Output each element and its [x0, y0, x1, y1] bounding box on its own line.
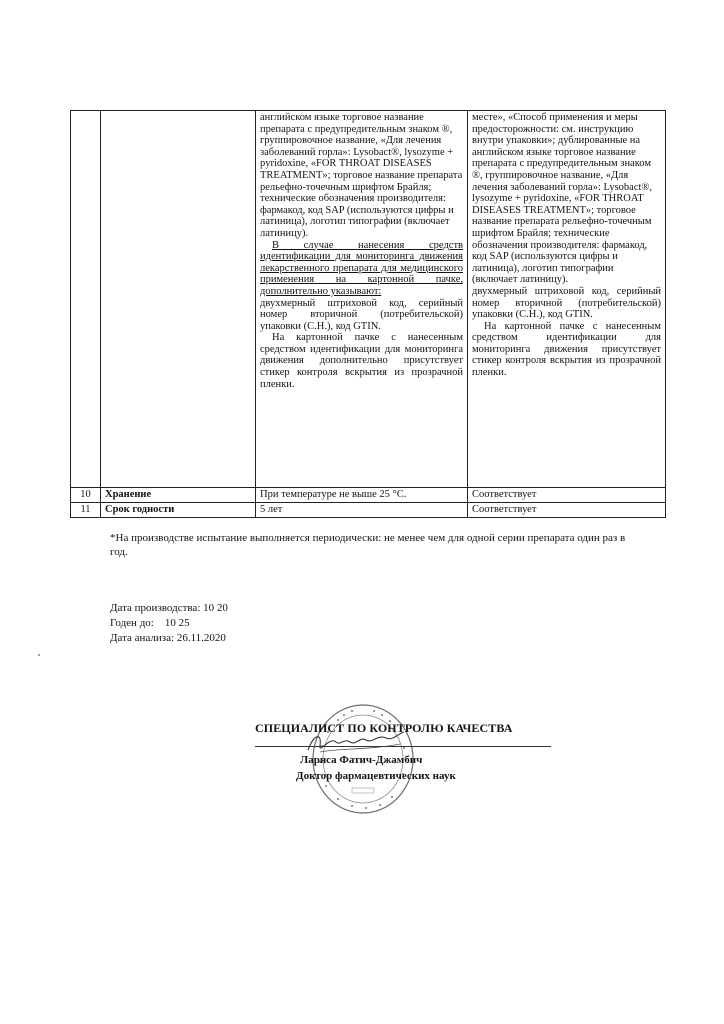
footnote: *На производстве испытание выполняется периодически: не менее чем для одной серии препарата один раз в год. — [110, 532, 626, 558]
requirement-sticker-text: На картонной пачке с нанесенным средством идентификации для мониторинга движения дополнительно присутствует стикер контроля вскрытия из прозрачной пленки. — [260, 332, 463, 390]
specialist-title: СПЕЦИАЛИСТ ПО КОНТРОЛЮ КАЧЕСТВА — [255, 721, 513, 735]
requirement-text: английском языке торговое название препарата с предупредительным знаком ®, группировочное название, «Для лечения заболеваний горла»: Lysobact®, lysozyme + pyridoxine, «FOR THROAT DISEASES TREATMENT»; торговое название препарата рельефно-точечным шрифтом Брайля; технические обозначения производителя: фармакод, код SAP (используются цифры и латиница), логотип типографии (включает латиницу). — [260, 112, 463, 239]
production-date: Дата производства: 10 20 — [110, 602, 228, 614]
table-row — [71, 111, 666, 488]
specialist-degree: Доктор фармацевтических наук — [296, 770, 456, 782]
parameter-name: Хранение — [101, 488, 256, 503]
result-value: Соответствует — [468, 503, 666, 518]
signature-line — [255, 746, 551, 747]
row-number-cell — [71, 111, 101, 488]
result-text: месте», «Способ применения и меры предосторожности: см. инструкцию внутри упаковки»; дублированные на английском языке торговое название препарата с предупредительным знаком ®, группировочное название, «Для лечения заболеваний горла»: Lysobact®, lysozyme + pyridoxine, «FOR THROAT DISEASES TREATMENT»; торговое название препарата рельефно-точечным шрифтом Брайля; технические обозначения производителя: фармакод, код SAP (используются цифры и латиница), логотип типографии (включает латиницу). — [472, 112, 653, 286]
spec-table-wrap — [70, 110, 665, 518]
table-row — [71, 488, 666, 503]
requirement-value: При температуре не выше 25 °С. — [256, 488, 468, 503]
result-barcode-text: двухмерный штриховой код, серийный номер вторичной (потребительской) упаковки (С.Н.), код GTIN. — [472, 285, 661, 321]
dates-block — [110, 601, 228, 646]
specialist-name: Ларнса Фатич-Джамбич — [300, 754, 423, 766]
result-sticker-text: На картонной пачке с нанесенным средством идентификации для мониторинга движения присутствует стикер контроля вскрытия из прозрачной пленки. — [472, 320, 661, 379]
specification-table — [70, 110, 666, 518]
requirement-underlined-text: В случае нанесения средств идентификации для мониторинга движения лекарственного препарата для медицинского применения на картонной пачке, дополнительно указывают: — [260, 239, 463, 297]
row-number: 10 — [71, 488, 101, 503]
parameter-name-cell — [101, 111, 256, 488]
result-cell — [468, 111, 666, 488]
analysis-date: Дата анализа: 26.11.2020 — [110, 632, 226, 644]
table-row — [71, 503, 666, 518]
row-number: 11 — [71, 503, 101, 518]
requirement-barcode-text: двухмерный штриховой код, серийный номер вторичной (потребительской) упаковки (С.Н.), код GTIN. — [260, 297, 463, 332]
valid-until-date: Годен до: 10 25 — [110, 617, 190, 629]
scan-dot — [38, 654, 40, 656]
requirement-value: 5 лет — [256, 503, 468, 518]
requirement-cell — [256, 111, 468, 488]
parameter-name: Срок годности — [101, 503, 256, 518]
result-value: Соответствует — [468, 488, 666, 503]
